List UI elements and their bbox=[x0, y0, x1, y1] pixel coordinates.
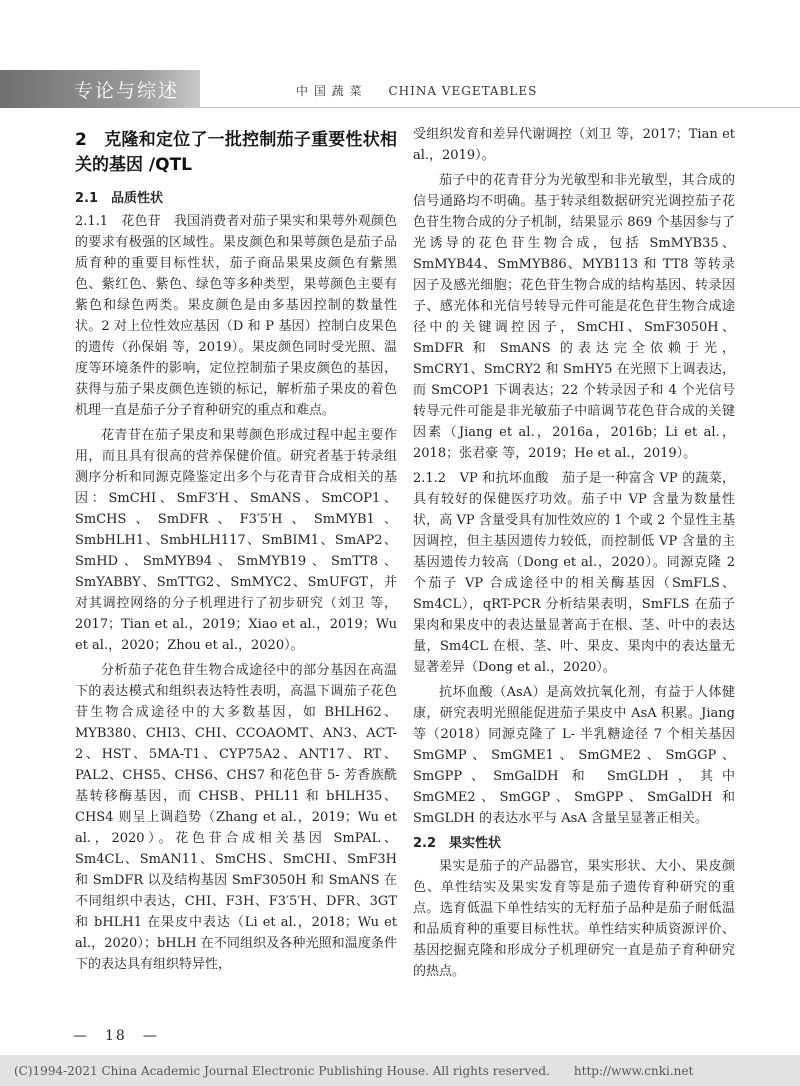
paragraph: 受组织发育和差异代谢调控（刘卫 等，2017；Tian et al.，2019）。 bbox=[413, 127, 735, 163]
section-title: 2 克隆和定位了一批控制茄子重要性状相关的基因 /QTL bbox=[75, 130, 397, 175]
journal-title: 中 国 蔬 菜 CHINA VEGETABLES bbox=[296, 84, 538, 98]
paragraph: 分析茄子花色苷生物合成途径中的部分基因在高温下的表达模式和组织表达特性表明，高温下调茄子花色苷生物合成途径中的大多数基因，如 BHLH62、MYB380、CHI3、CHI、CCOAOMT、AN3、ACT-2、HST、5MA-T1、CYP75A2、ANT17、RT、PAL2、CHS5、CHS6、CHS7 和花色苷 5- 芳香族酰基转移酶基因，而 CHSB、PHL11 和 bHLH35、CHS4 则呈上调趋势（Zhang et al.，2019；Wu et al.，2020）。花色苷合成相关基因 SmPAL、Sm4CL、SmAN11、SmCHS、SmCHI、SmF3H 和 SmDFR 以及结构基因 SmF3050H 和 SmANS 在不同组织中表达，CHI、F3H、F3′5′H、DFR、3GT 和 bHLH1 在果皮中表达（Li et al.，2018；Wu et al.，2020）；bHLH 在不同组织及各种光照和温度条件下的表达具有组织特异性， bbox=[75, 663, 397, 972]
section-tag-box bbox=[0, 70, 200, 108]
right-column bbox=[413, 124, 735, 986]
paragraph: 2.1.2 VP 和抗坏血酸 茄子是一种富含 VP 的蔬菜，具有较好的保健医疗功效。茄子中 VP 含量为数量性状，高 VP 含量受具有加性效应的 1 个或 2 个显性主基因调控，但主基因遗传力较低，而控制低 VP 含量的主基因遗传力较高（Dong et al.，2020）。同源克隆 2 个茄子 VP 合成途径中的相关酶基因（SmFLS、Sm4CL），qRT-PCR 分析结果表明，SmFLS 在茄子果肉和果皮中的表达量显著高于在根、茎、叶中的表达量，Sm4CL 在根、茎、叶、果皮、果肉中的表达量无显著差异（Dong et al.，2020）。 bbox=[413, 471, 735, 675]
paragraph: 抗坏血酸（AsA）是高效抗氧化剂，有益于人体健康，研究表明光照能促进茄子果皮中 AsA 积累。Jiang 等（2018）同源克隆了 L- 半乳糖途径 7 个相关基因 SmGMP、SmGME1、SmGME2、SmGGP、SmGPP、SmGalDH 和 SmGLDH，其中 SmGME2、SmGGP、SmGPP、SmGalDH 和 SmGLDH 的表达水平与 AsA 含量呈显著正相关。 bbox=[413, 685, 735, 826]
left-column bbox=[75, 124, 397, 979]
subsection-title-quality: 2.1 品质性状 bbox=[75, 191, 164, 206]
footer-bar bbox=[0, 1055, 800, 1086]
paragraph: 茄子中的花青苷分为光敏型和非光敏型，其合成的信号通路均不明确。基于转录组数据研究光调控茄子花色苷生物合成的分子机制，结果显示 869 个基因参与了光诱导的花色苷生物合成，包括 SmMYB35、SmMYB44、SmMYB86、MYB113 和 TT8 等转录因子及感光细胞；花色苷生物合成的结构基因、转录因子、感光体和光信号转导元件可能是花色苷生物合成途径中的关键调控因子，SmCHI、SmF3050H、SmDFR 和 SmANS 的表达完全依赖于光，SmCRY1、SmCRY2 和 SmHY5 在光照下上调表达，而 SmCOP1 下调表达；22 个转录因子和 4 个光信号转导元件可能是非光敏茄子中暗调节花色苷合成的关键因素（Jiang et al.，2016a，2016b；Li et al.，2018；张君豪 等，2019；He et al.，2019）。 bbox=[413, 173, 735, 461]
paragraph: 果实是茄子的产品器官，果实形状、大小、果皮颜色、单性结实及果实发育等是茄子遗传育种研究的重点。选育低温下单性结实的无籽茄子品种是茄子耐低温和品质育种的重要目标性状。单性结实种质资源评价、基因挖掘克隆和形成分子机理研究一直是茄子育种研究的热点。 bbox=[413, 859, 735, 979]
paragraph: 2.1.1 花色苷 我国消费者对茄子果实和果萼外观颜色的要求有极强的区域性。果皮颜色和果萼颜色是茄子品质育种的重要目标性状，茄子商品果果皮颜色有紫黑色、紫红色、紫色、绿色等多种类型，果萼颜色主要有紫色和绿色两类。果皮颜色是由多基因控制的数量性状。2 对上位性效应基因（D 和 P 基因）控制白皮果色的遗传（孙保娟 等，2019）。果皮颜色同时受光照、温度等环境条件的影响，定位控制茄子果皮颜色的基因，获得与茄子果皮颜色连锁的标记，解析茄子果皮的着色机理一直是茄子分子育种研究的重点和难点。 bbox=[75, 214, 397, 418]
paragraph: 花青苷在茄子果皮和果萼颜色形成过程中起主要作用，而且具有很高的营养保健价值。研究者基于转录组测序分析和同源克隆鉴定出多个与花青苷合成相关的基因：SmCHI、SmF3′H、SmANS、SmCOP1、SmCHS、SmDFR、F3′5′H、SmMYB1、SmbHLH1、SmbHLH117、SmBIM1、SmAP2、SmHD、SmMYB94、SmMYB19、SmTT8、SmYABBY、SmTTG2、SmMYC2、SmUFGT，并对其调控网络的分子机理进行了初步研究（刘卫 等，2017；Tian et al.，2019；Xiao et al.，2019；Wu et al.，2020；Zhou et al.，2020）。 bbox=[75, 428, 397, 653]
copyright-footer: (C)1994-2021 China Academic Journal Electronic Publishing House. All rights reserved. http://www.cnki.net bbox=[14, 1064, 694, 1078]
subsection-title-fruit: 2.2 果实性状 bbox=[413, 836, 502, 851]
section-tag: 专论与综述 bbox=[74, 80, 180, 102]
page-number: — 18 — bbox=[73, 1028, 159, 1044]
header-band bbox=[0, 70, 800, 108]
header-rule bbox=[200, 107, 800, 108]
